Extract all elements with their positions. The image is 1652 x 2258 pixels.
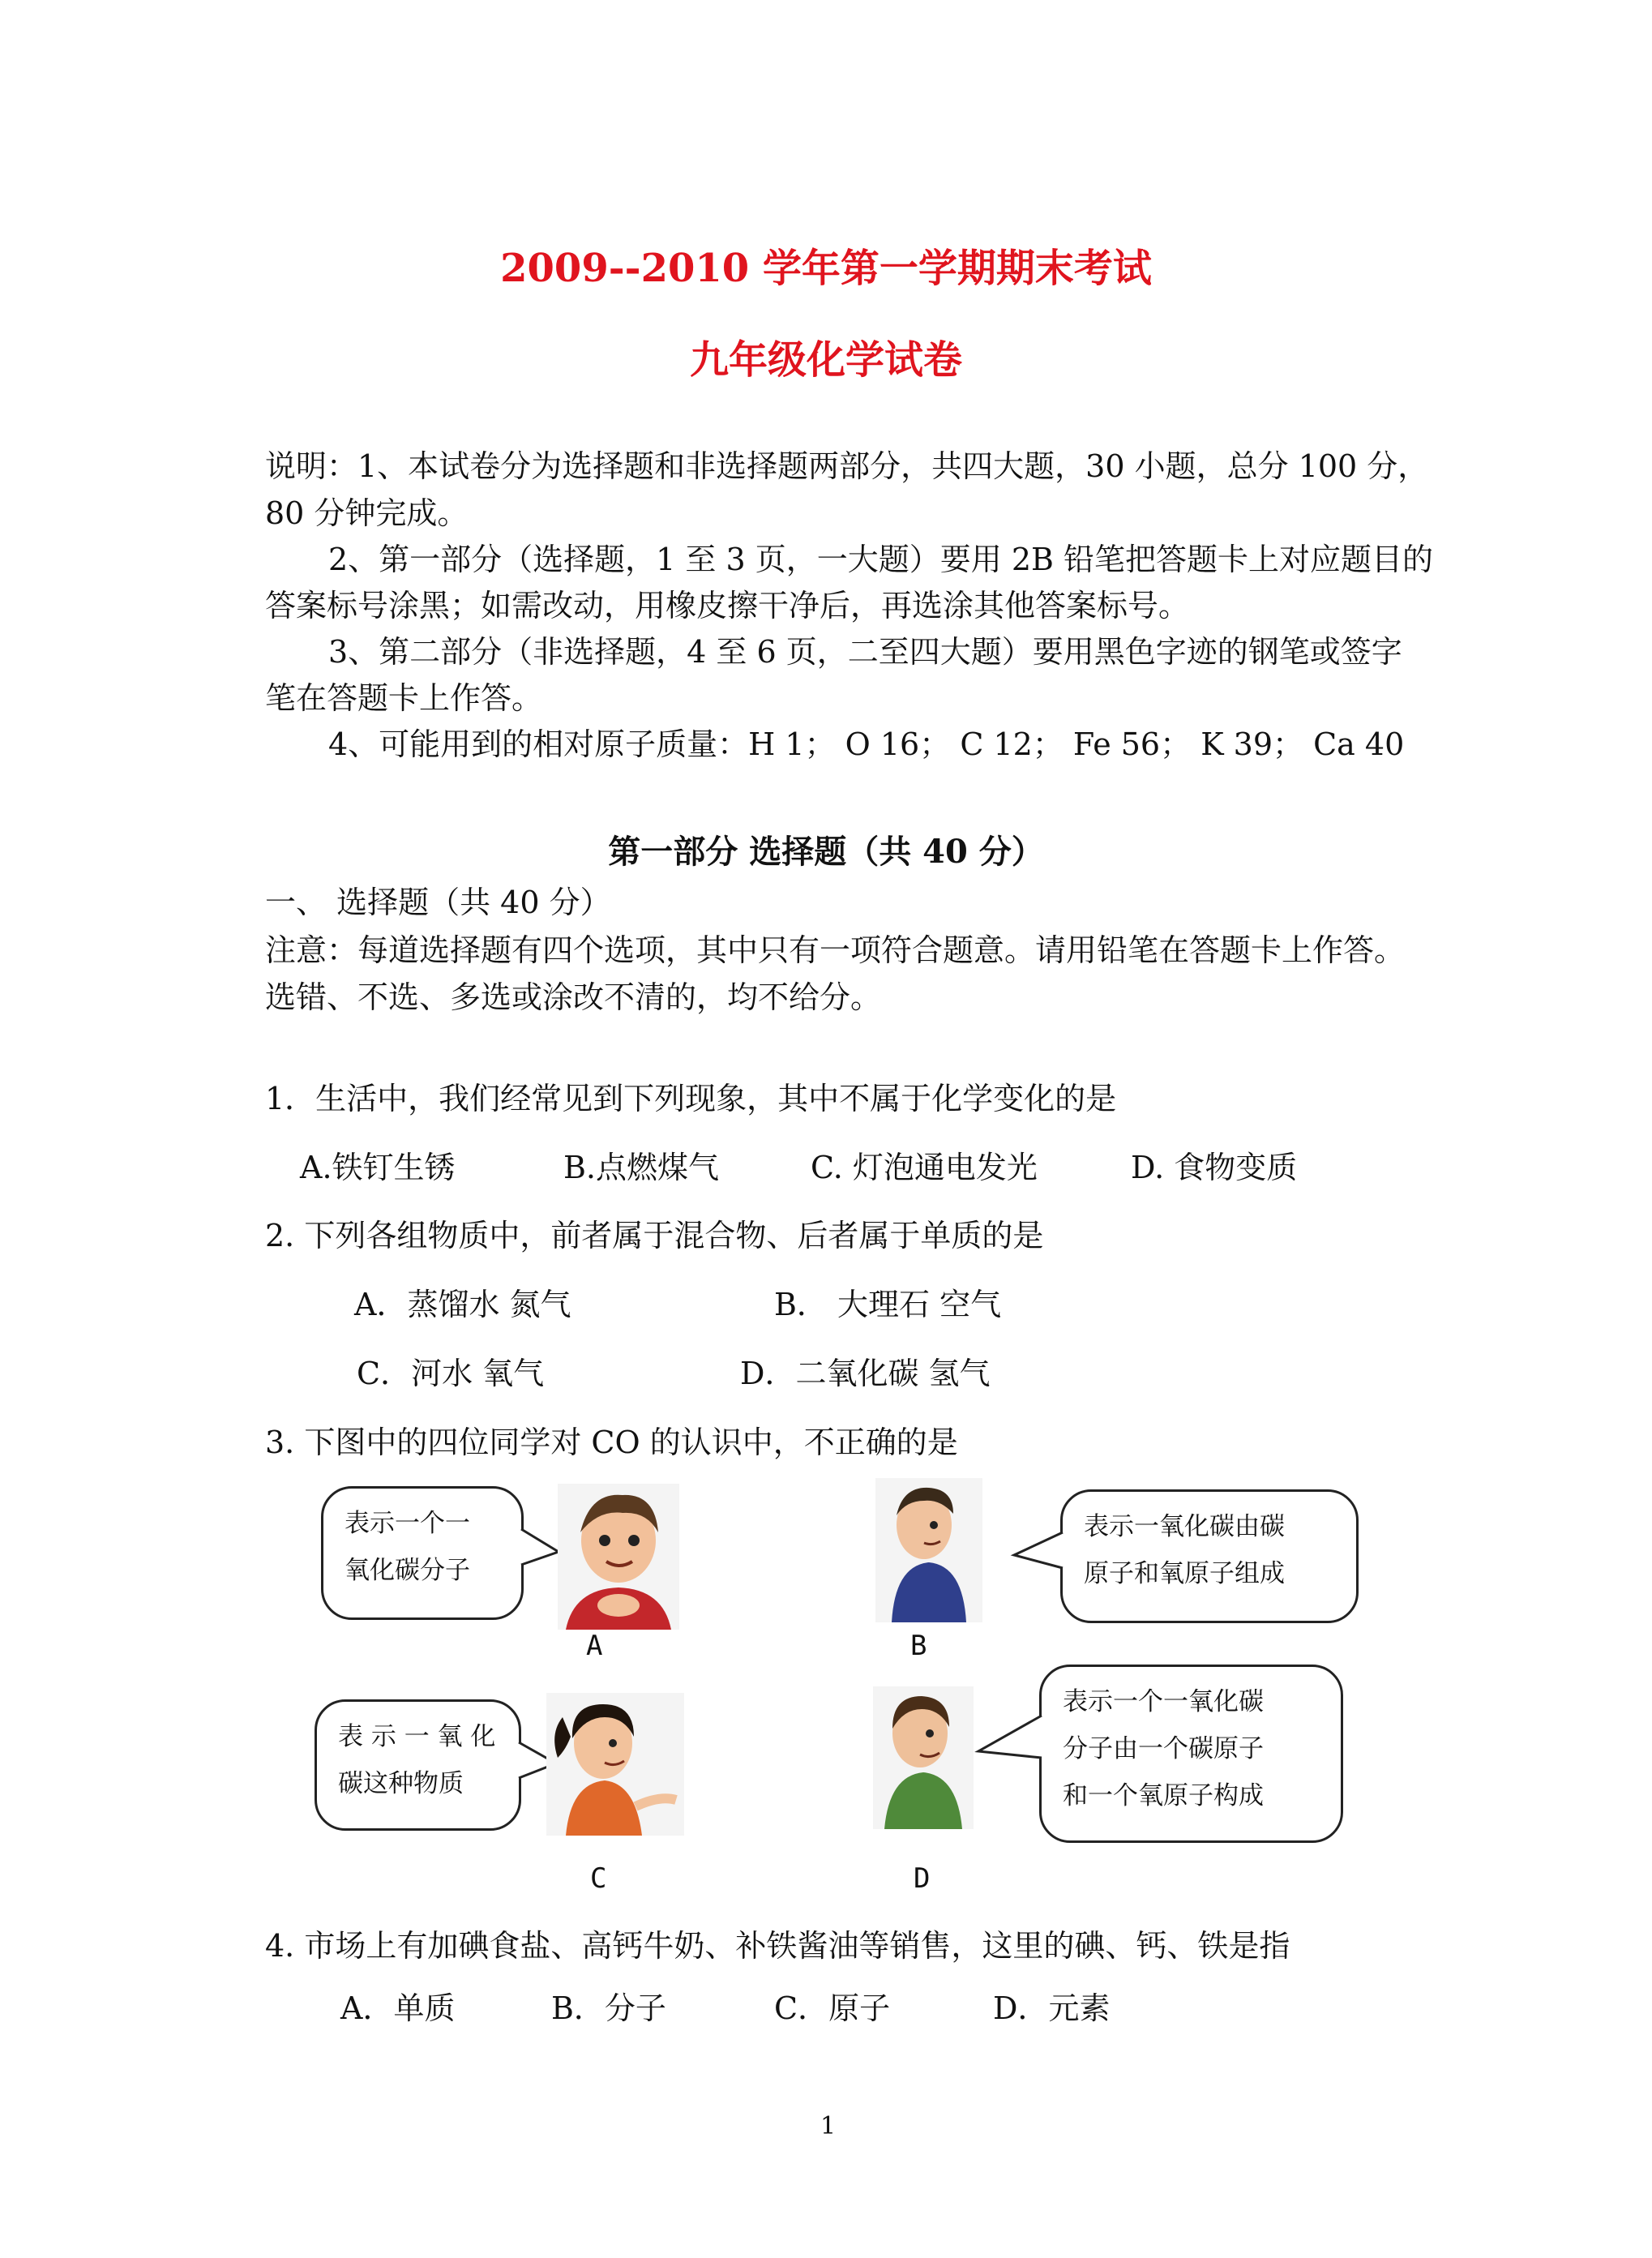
question-2-option-d: D．二氧化碳 氢气 (740, 1356, 991, 1391)
bubble-a-line-2: 氧化碳分子 (345, 1556, 470, 1585)
figure-label-c: C (590, 1862, 607, 1895)
exam-title: 2009--2010 学年第一学期期末考试 (500, 246, 1152, 291)
question-1-option-b: B.点燃煤气 (563, 1150, 720, 1185)
student-b-illustration (875, 1478, 982, 1622)
question-4-stem: 4. 市场上有加碘食盐、高钙牛奶、补铁酱油等销售，这里的碘、钙、铁是指 (265, 1928, 1290, 1964)
instruction-1-cont: 80 分钟完成。 (265, 495, 469, 531)
question-4-option-b: B．分子 (551, 1990, 666, 2026)
question-3-stem: 3. 下图中的四位同学对 CO 的认识中，不正确的是 (265, 1425, 958, 1460)
bubble-c-line-2: 碳这种物质 (338, 1769, 464, 1798)
bubble-c-line-1: 表 示 一 氧 化 (338, 1722, 496, 1751)
bubble-d-line-3: 和一个氧原子构成 (1063, 1781, 1264, 1810)
student-a-illustration (558, 1484, 679, 1630)
instruction-4: 4、可能用到的相对原子质量：H 1； O 16； C 12； Fe 56； K 39； Ca 40 (328, 726, 1405, 762)
figure-label-d: D (914, 1862, 931, 1895)
bubble-a-tail (521, 1529, 562, 1570)
question-4-option-a: A．单质 (340, 1990, 456, 2026)
question-1-option-a: A.铁钉生锈 (300, 1150, 456, 1185)
part1-heading: 第一部分 选择题（共 40 分） (608, 833, 1044, 871)
student-d-illustration (873, 1686, 974, 1829)
instruction-2: 2、第一部分（选择题，1 至 3 页，一大题）要用 2B 铅笔把答题卡上对应题目的 (328, 542, 1434, 577)
bubble-b-tail (1012, 1532, 1064, 1573)
question-2-stem: 2. 下列各组物质中，前者属于混合物、后者属于单质的是 (265, 1218, 1044, 1253)
figure-label-b: B (910, 1630, 927, 1662)
speech-bubble-b (1060, 1489, 1359, 1623)
question-1-option-d: D. 食物变质 (1131, 1150, 1298, 1185)
instruction-3: 3、第二部分（非选择题，4 至 6 页，二至四大题）要用黑色字迹的钢笔或签字 (328, 634, 1402, 670)
student-c-illustration (546, 1693, 684, 1836)
question-2-option-a: A．蒸馏水 氮气 (354, 1287, 571, 1322)
question-4-option-c: C．原子 (774, 1990, 891, 2026)
instruction-3-cont: 笔在答题卡上作答。 (265, 680, 543, 716)
question-1-option-c: C. 灯泡通电发光 (811, 1150, 1038, 1185)
section1-title: 一、 选择题（共 40 分） (265, 885, 611, 920)
instruction-1: 说明：1、本试卷分为选择题和非选择题两部分，共四大题，30 小题，总分 100 分， (265, 448, 1429, 484)
speech-bubble-c (315, 1699, 521, 1831)
question-2-option-c: C．河水 氧气 (357, 1356, 545, 1391)
question-4-option-d: D．元素 (993, 1990, 1111, 2026)
figure-label-a: A (586, 1630, 603, 1662)
question-2-option-b: B． 大理石 空气 (774, 1287, 1002, 1322)
bubble-d-line-1: 表示一个一氧化碳 (1063, 1687, 1264, 1716)
bubble-b-line-2: 原子和氧原子组成 (1084, 1559, 1285, 1588)
bubble-d-tail (977, 1716, 1043, 1764)
question-1-stem: 1．生活中，我们经常见到下列现象，其中不属于化学变化的是 (265, 1081, 1117, 1116)
bubble-b-line-1: 表示一氧化碳由碳 (1084, 1512, 1285, 1541)
notice-line-1: 注意：每道选择题有四个选项，其中只有一项符合题意。请用铅笔在答题卡上作答。 (265, 932, 1406, 968)
speech-bubble-a (321, 1486, 524, 1620)
speech-bubble-d (1039, 1665, 1343, 1843)
bubble-d-line-2: 分子由一个碳原子 (1063, 1734, 1264, 1763)
page-number: 1 (820, 2112, 837, 2140)
instruction-2-cont: 答案标号涂黑；如需改动，用橡皮擦干净后，再选涂其他答案标号。 (265, 588, 1190, 623)
bubble-a-line-1: 表示一个一 (345, 1509, 470, 1538)
exam-subtitle: 九年级化学试卷 (689, 337, 962, 383)
notice-line-2: 选错、不选、多选或涂改不清的，均不给分。 (265, 979, 882, 1015)
